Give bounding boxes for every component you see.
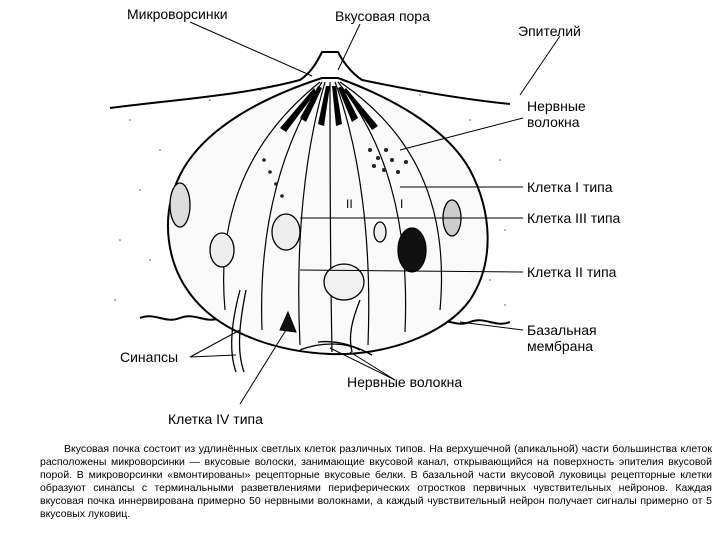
label-taste-pore: Вкусовая пора <box>335 8 430 24</box>
nucleus-type-2-left <box>170 183 190 227</box>
nucleus-center <box>272 214 300 250</box>
label-epithelium: Эпителий <box>518 23 581 39</box>
nucleus-type-2-large <box>324 264 364 300</box>
label-nerve-fibers-right: Нервные волокна <box>527 98 586 130</box>
roman-numeral-1: I <box>400 197 404 211</box>
caption-paragraph: Вкусовая почка состоит из удлинённых светлых клеток различных типов. На верхушечной (апикальной) части большинства клеток расположены микроворсинки — вкусовые волоски, занимающие вкусовой канал, открывающийся на поверхность эпителия вкусовой порой. В микроворсинки «вмонтированы» рецепторные вкусовые белки. В базальной части вкусовой луковицы рецепторные клетки образуют синапсы с терминальными разветвлениями периферических отростков первичных чувствительных нейронов. Каждая вкусовая почка иннервирована примерно 50 нервными волокнами, а каждый чувствительный нейрон получает сигналы примерно от 5 вкусовых луковиц. <box>40 443 712 520</box>
label-microvilli: Микроворсинки <box>127 6 228 22</box>
label-synapses: Синапсы <box>120 349 179 365</box>
label-cell-type-1: Клетка I типа <box>527 179 613 195</box>
roman-numeral-2: II <box>346 197 353 211</box>
nucleus-left-lower <box>210 233 234 267</box>
label-nerve-fibers-bottom: Нервные волокна <box>347 374 463 390</box>
nucleus-small-right <box>374 222 386 242</box>
taste-bud-outline <box>168 78 488 354</box>
nucleus-type-3-dark <box>398 228 426 272</box>
label-cell-type-4: Клетка IV типа <box>168 411 263 427</box>
label-basal-membrane: Базальная мембрана <box>527 322 597 354</box>
label-cell-type-3: Клетка III типа <box>527 210 621 226</box>
label-cell-type-2: Клетка II типа <box>527 264 617 280</box>
